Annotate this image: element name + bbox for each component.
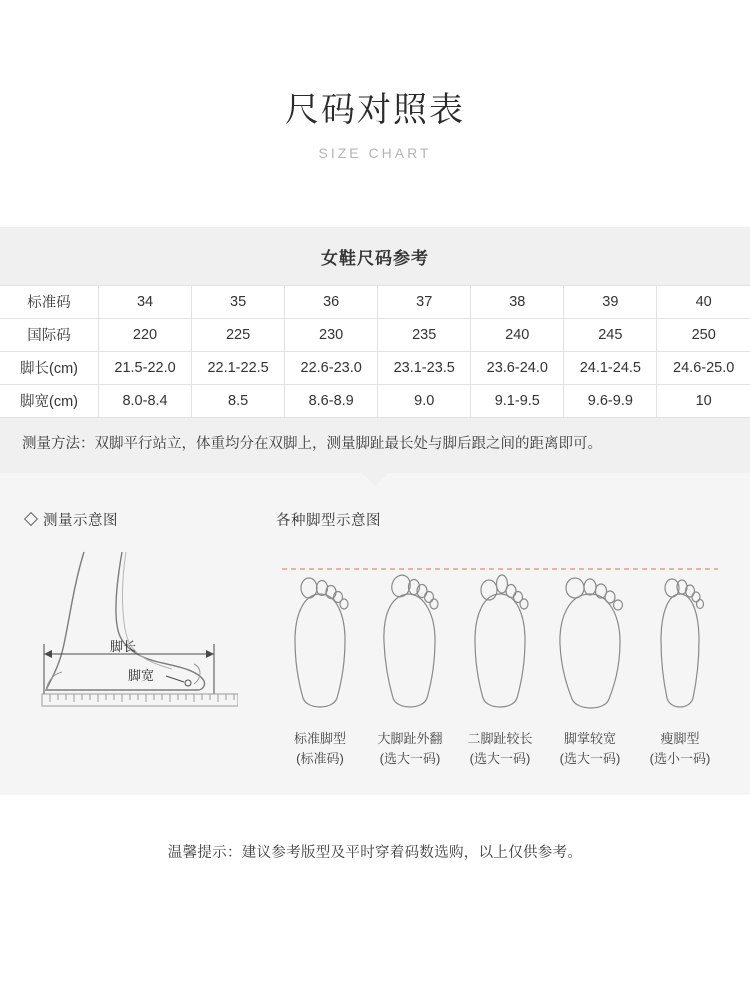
table-cell: 34 <box>99 285 192 318</box>
foot-types-section <box>260 509 724 769</box>
foot-type-item <box>276 566 364 769</box>
foot-type-advice: (选小一码) <box>649 750 711 766</box>
foot-measure-illustration <box>26 544 260 739</box>
foot-type-item <box>366 566 454 769</box>
foot-type-label <box>546 729 634 769</box>
page-header <box>0 0 750 161</box>
table-cell: 225 <box>192 318 285 351</box>
foot-shape-narrow-svg <box>641 566 719 716</box>
table-cell: 21.5-22.0 <box>99 351 192 384</box>
foot-shape-standard-svg <box>281 566 359 716</box>
page-title: 尺码对照表 <box>285 91 465 129</box>
foot-type-label <box>636 729 724 769</box>
table-cell: 24.6-25.0 <box>657 351 750 384</box>
foot-type-item <box>456 566 544 769</box>
table-cell: 36 <box>285 285 378 318</box>
table-cell: 220 <box>99 318 192 351</box>
foot-type-advice: (选大一码) <box>379 750 441 766</box>
table-row <box>0 384 750 417</box>
side-foot-svg <box>26 544 238 734</box>
table-cell: 8.6-8.9 <box>285 384 378 417</box>
table-cell: 22.1-22.5 <box>192 351 285 384</box>
table-row <box>0 351 750 384</box>
foot-type-advice: (选大一码) <box>469 750 531 766</box>
measurement-diagram-title-text: 测量示意图 <box>43 512 118 529</box>
measurement-diagram-title <box>26 509 260 530</box>
table-row <box>0 318 750 351</box>
measurement-note: 测量方法：双脚平行站立，体重均分在双脚上，测量脚趾最长处与脚后跟之间的距离即可。 <box>0 418 750 473</box>
foot-type-label <box>276 729 364 769</box>
foot-type-label <box>366 729 454 769</box>
foot-type-name: 脚掌较宽 <box>563 730 616 746</box>
size-table-section <box>0 227 750 418</box>
measurement-diagram-section <box>26 509 260 769</box>
foot-type-label <box>456 729 544 769</box>
table-cell: 10 <box>657 384 750 417</box>
foot-type-item <box>546 566 634 769</box>
diamond-icon <box>24 511 38 525</box>
foot-shape-wide-svg <box>551 566 629 716</box>
foot-width-label: 脚宽 <box>128 667 155 683</box>
page-subtitle: SIZE CHART <box>318 144 432 161</box>
size-table <box>0 285 750 418</box>
row-header: 脚长(cm) <box>0 351 99 384</box>
illustration-panel <box>0 473 750 795</box>
table-cell: 9.0 <box>378 384 471 417</box>
table-cell: 23.6-24.0 <box>471 351 564 384</box>
foot-shape-long-second-toe-svg <box>461 566 539 716</box>
table-cell: 23.1-23.5 <box>378 351 471 384</box>
foot-type-item <box>636 566 724 769</box>
panel-arrow-icon <box>362 473 388 486</box>
footer-tip: 温馨提示：建议参考版型及平时穿着码数选购，以上仅供参考。 <box>167 844 583 861</box>
table-cell: 9.6-9.9 <box>564 384 657 417</box>
foot-type-name: 瘦脚型 <box>660 730 700 746</box>
table-cell: 245 <box>564 318 657 351</box>
row-header: 脚宽(cm) <box>0 384 99 417</box>
foot-type-advice: (选大一码) <box>559 750 621 766</box>
size-table-caption: 女鞋尺码参考 <box>0 227 750 285</box>
table-cell: 8.5 <box>192 384 285 417</box>
table-cell: 40 <box>657 285 750 318</box>
foot-types-title: 各种脚型示意图 <box>276 512 381 529</box>
table-row <box>0 285 750 318</box>
table-cell: 250 <box>657 318 750 351</box>
table-cell: 39 <box>564 285 657 318</box>
table-cell: 240 <box>471 318 564 351</box>
table-cell: 35 <box>192 285 285 318</box>
foot-types-list <box>276 566 724 769</box>
table-cell: 9.1-9.5 <box>471 384 564 417</box>
row-header: 国际码 <box>0 318 99 351</box>
table-cell: 37 <box>378 285 471 318</box>
foot-type-name: 大脚趾外翻 <box>377 730 443 746</box>
table-cell: 24.1-24.5 <box>564 351 657 384</box>
table-cell: 8.0-8.4 <box>99 384 192 417</box>
foot-length-label: 脚长 <box>110 638 137 654</box>
table-cell: 22.6-23.0 <box>285 351 378 384</box>
foot-type-name: 二脚趾较长 <box>467 730 533 746</box>
table-cell: 38 <box>471 285 564 318</box>
foot-type-advice: (标准码) <box>296 750 344 766</box>
row-header: 标准码 <box>0 285 99 318</box>
table-cell: 230 <box>285 318 378 351</box>
table-cell: 235 <box>378 318 471 351</box>
foot-type-name: 标准脚型 <box>293 730 346 746</box>
foot-shape-bunion-svg <box>371 566 449 716</box>
